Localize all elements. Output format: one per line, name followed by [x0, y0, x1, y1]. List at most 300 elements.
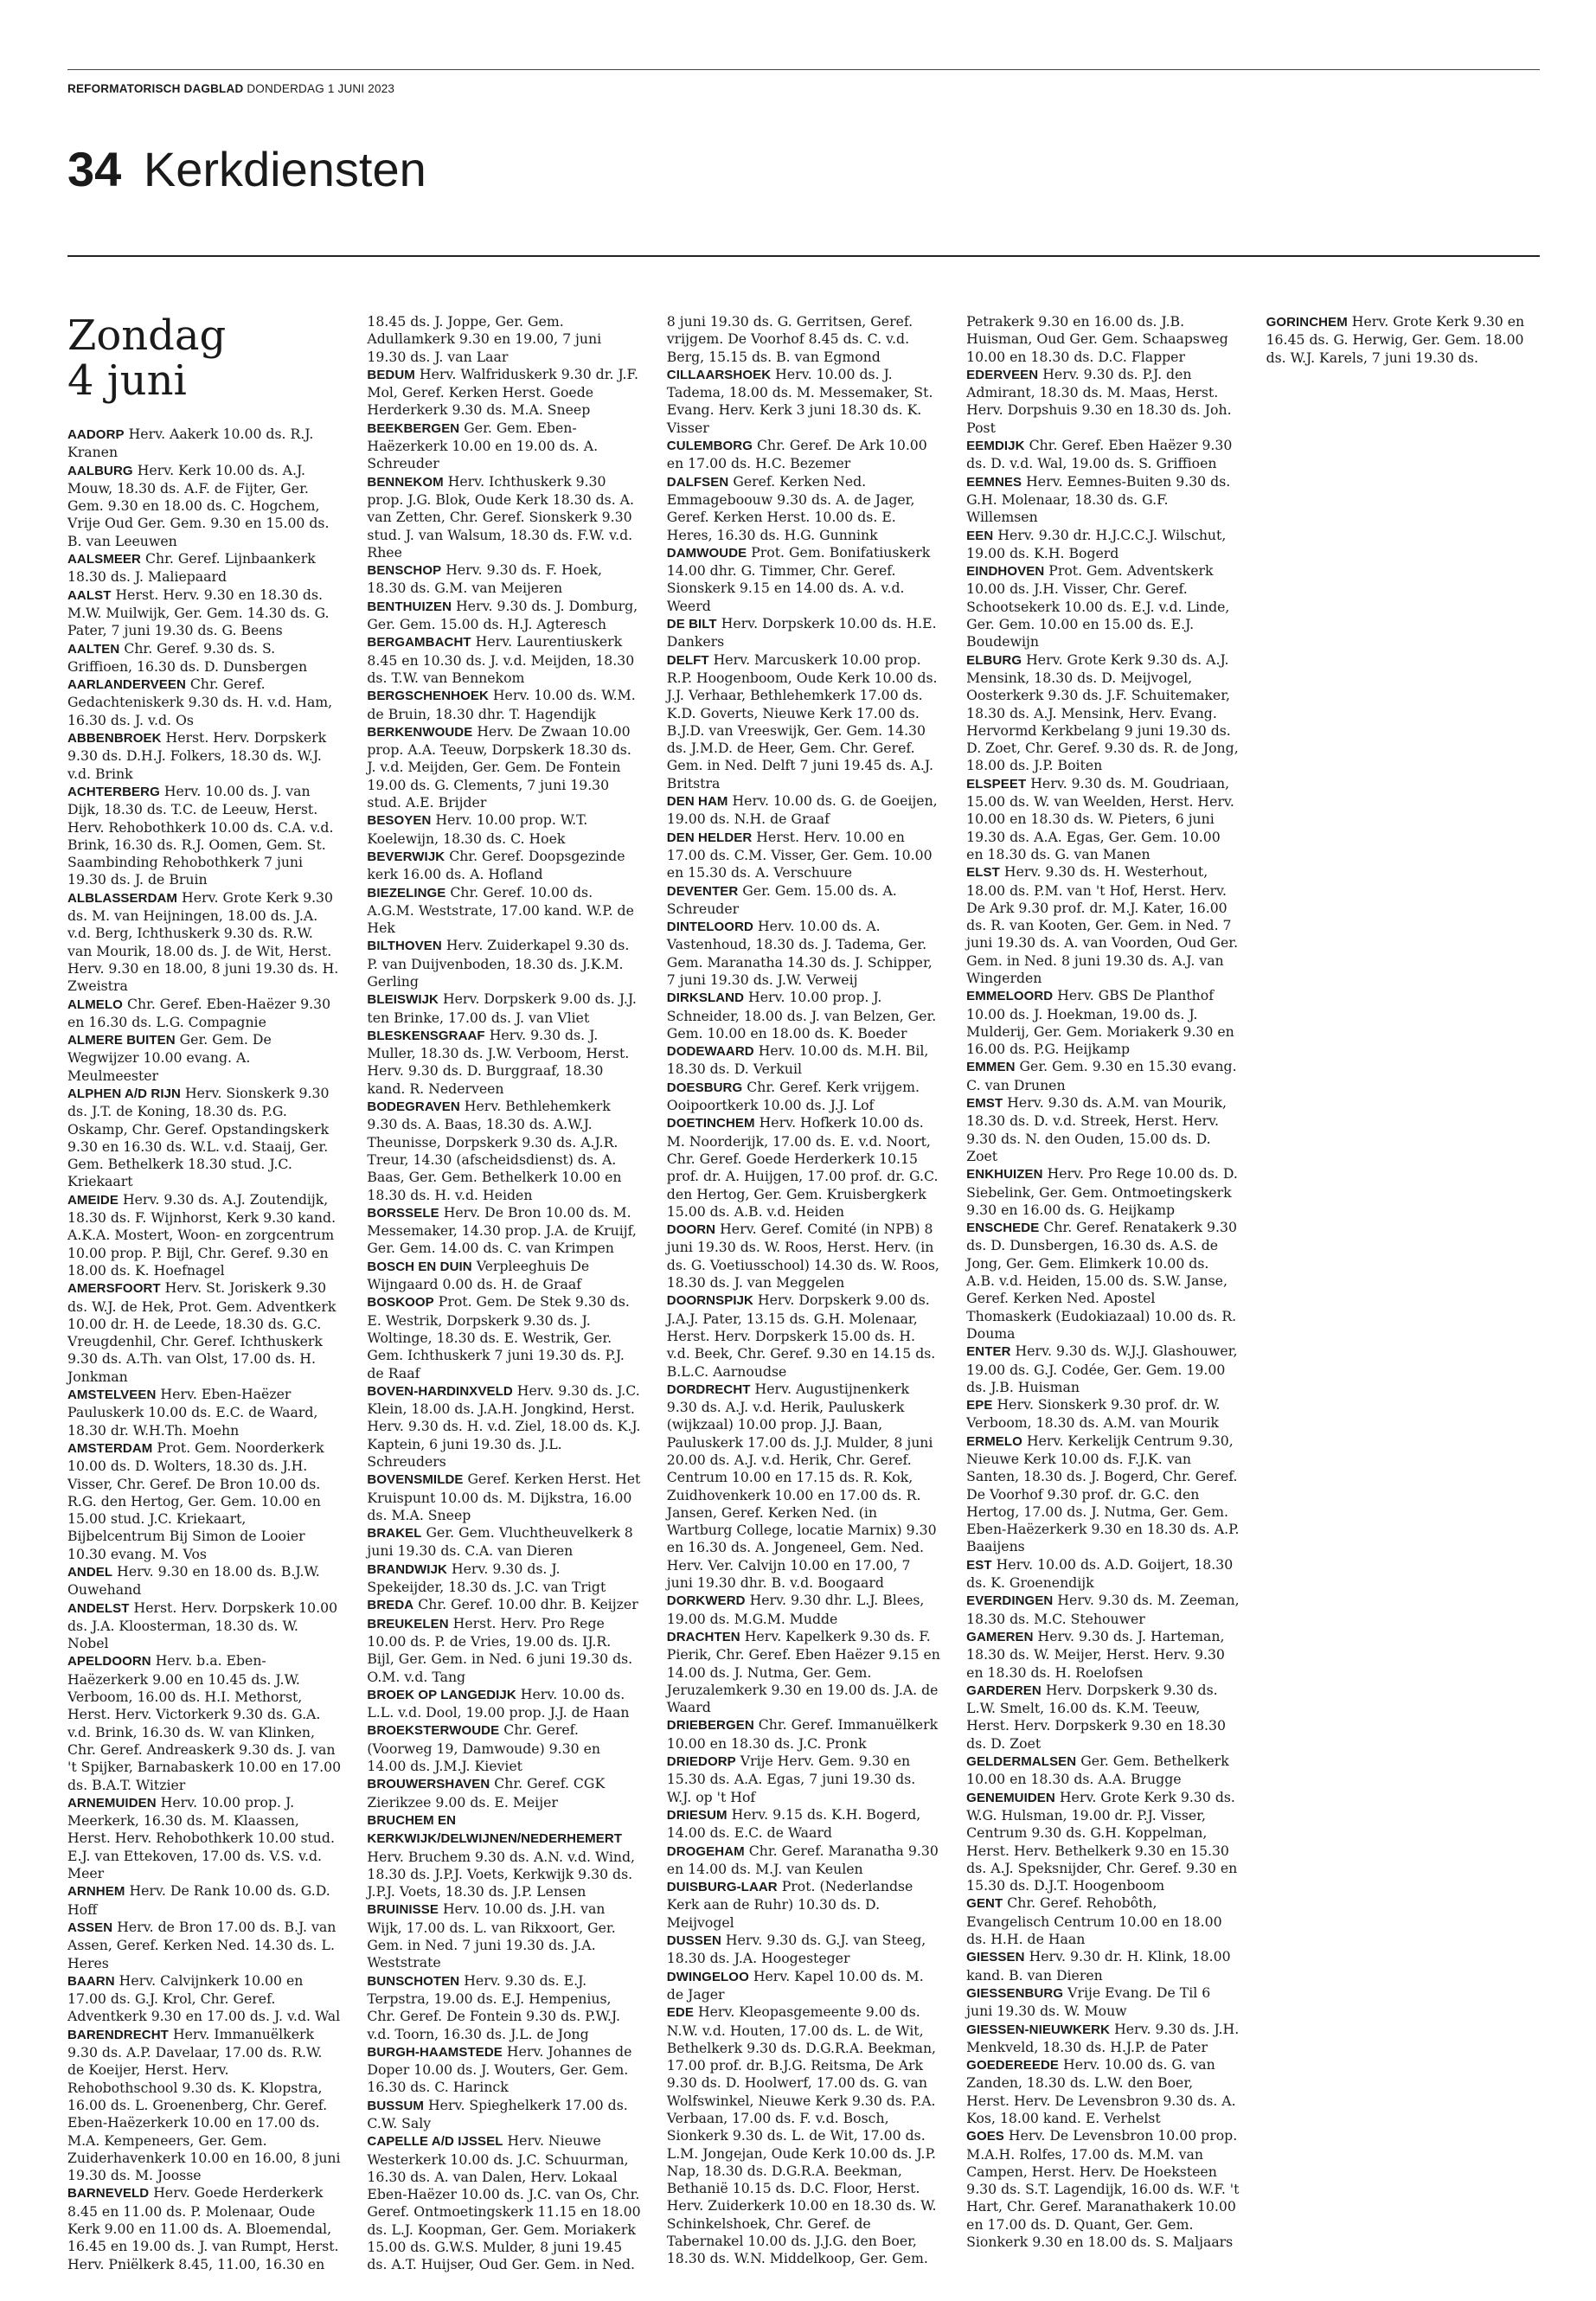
service-details: Herv. Nieuwe Westerkerk 10.00 ds. J.C. Schuurman, 16.30 ds. A. van Dalen, Herv. Lokaal Eben-Haëzer 10.00 ds. J.C. van Os, Chr. Geref. Ontmoetingskerk 11.15 en 18.00 ds. L.J. Koopman, Ger. Gem. Moriakerk 15.00 ds. G.W.S. Mulder, 8 juni 19.45 ds. A.T. Huijser, Oud Ger. Gem. in Ned. 8 juni 19.30 ds. G. Gerritsen, Geref. vrijgem. De Voorhof 8.45 ds. C. v.d. Berg, 15.15 ds. B. van Egmond	[367, 313, 913, 2273]
service-entry	[367, 1775, 640, 1811]
service-entry	[966, 1789, 1240, 1895]
service-details: Herv. Kapel 10.00 ds. M. de Jager	[666, 1967, 924, 2003]
place-name: BOVEN-HARDINXVELD	[367, 1383, 513, 1399]
service-entry	[667, 437, 940, 473]
place-name: BROUWERSHAVEN	[367, 1777, 490, 1792]
service-details: Herv. Hofkerk 10.00 ds. M. Noorderijk, 17.00 ds. E. v.d. Noort, Chr. Geref. Goede Herderkerk 10.15 prof. dr. A. Huijgen, 17.00 prof. dr. G.C. den Hertog, Ger. Gem. Kruisbergkerk 15.00 ds. A.B. v.d. Heiden	[666, 1114, 939, 1220]
place-name: BROEK OP LANGEDIJK	[367, 1687, 516, 1702]
place-name: ARNEMUIDEN	[67, 1795, 157, 1811]
service-details: Chr. Geref. Gedachteniskerk 9.30 ds. H. v.d. Ham, 16.30 ds. J. v.d. Os	[67, 676, 333, 728]
service-entry	[667, 1932, 940, 1968]
service-entry	[667, 1753, 940, 1806]
place-name: BROEKSTERWOUDE	[367, 1723, 500, 1739]
service-details: Chr. Geref. 10.00 ds. A.G.M. Weststrate, 17.00 kand. W.P. de Hek	[367, 883, 634, 937]
service-details: Herst. Herv. Pro Rege 10.00 ds. P. de Vries, 19.00 ds. IJ.R. Bijl, Ger. Gem. in Ned. 6 juni 19.30 ds. O.M. v.d. Tang	[367, 1614, 633, 1685]
place-name: EMST	[966, 1096, 1003, 1112]
masthead	[67, 82, 394, 95]
service-entry	[367, 811, 640, 848]
service-entry	[966, 1433, 1240, 1556]
service-details: Herv. 9.30 ds. M. Goudriaan, 15.00 ds. W. van Weelden, Herst. Herv. 10.00 en 18.30 ds. W. Pieters, 6 juni 19.30 ds. A.A. Egas, Ger. Gem. 10.00 en 18.30 ds. G. van Manen	[966, 774, 1234, 862]
place-name: EVERDINGEN	[966, 1593, 1054, 1609]
service-entry	[667, 1381, 940, 1593]
place-name: BRUCHEM EN KERKWIJK/DELWIJNEN/NEDERHEMERT	[367, 1812, 623, 1847]
service-entry	[966, 775, 1240, 863]
service-details: Prot. Gem. Bonifatiuskerk 14.00 dhr. G. Timmer, Chr. Geref. Sionskerk 9.15 en 14.00 ds. A. v.d. Weerd	[666, 543, 931, 614]
service-entry	[67, 1794, 341, 1882]
place-name: ARNHEM	[67, 1884, 125, 1900]
service-entry	[67, 1279, 341, 1386]
service-details: Herv. 10.00 ds. J. Tadema, 18.00 ds. M. Messemaker, St. Evang. Herv. Kerk 3 juni 18.30 ds. K. Visser	[666, 365, 933, 436]
service-entry	[67, 1085, 341, 1191]
place-name: AMERSFOORT	[67, 1281, 161, 1297]
service-details: Ger. Gem. De Wegwijzer 10.00 evang. A. Meulmeester	[67, 1031, 272, 1084]
place-name: CAPELLE A/D IJSSEL	[367, 2134, 503, 2150]
place-name: BERGSCHENHOEK	[367, 689, 489, 704]
service-entry	[667, 1592, 940, 1628]
place-name: ASSEN	[67, 1920, 113, 1935]
service-details: Geref. Kerken Ned. Emmageboouw 9.30 ds. A. de Jager, Geref. Kerken Herst. 10.00 ds. E. Heres, 16.30 ds. H.G. Gunnink	[666, 472, 915, 543]
place-name: ELST	[966, 865, 1000, 881]
service-details: Herv. 10.00 ds. J. van Dijk, 18.30 ds. T.C. de Leeuw, Herst. Herv. Rehobothkerk 10.00 ds. C.A. v.d. Brink, 16.30 ds. R.J. Oomen, Gem. St. Saambinding Rehobothkerk 7 juni 19.30 ds. J. de Bruin	[67, 782, 334, 888]
service-entry	[966, 1165, 1240, 1219]
service-entry	[667, 473, 940, 544]
service-details: Herv. 9.30 dr. H.J.C.C.J. Wilschut, 19.00 ds. K.H. Bogerd	[966, 526, 1227, 561]
service-entry	[67, 1599, 341, 1653]
place-name: BEEKBERGEN	[367, 420, 460, 436]
service-entry	[667, 651, 940, 792]
service-entry	[367, 1382, 640, 1471]
service-entry	[67, 1882, 341, 1919]
service-details: Herv. 10.00 ds. A.D. Goijert, 18.30 ds. K. Groenendijk	[966, 1555, 1234, 1592]
place-name: APELDOORN	[67, 1654, 151, 1670]
place-name: EPE	[966, 1398, 993, 1413]
service-entry	[367, 366, 640, 420]
service-details: Herv. Dorpskerk 10.00 ds. H.E. Dankers	[666, 615, 937, 651]
place-name: DRIEBERGEN	[666, 1718, 754, 1734]
place-name: ALBLASSERDAM	[67, 890, 178, 906]
place-name: GIESSENBURG	[966, 1985, 1064, 2001]
service-details: Herv. Eben-Haëzer Pauluskerk 10.00 ds. E.C. de Waard, 18.30 dr. W.H.Th. Moehn	[67, 1386, 318, 1439]
service-details: Herv. 10.00 prop. J. Schneider, 18.00 ds. J. van Belzen, Ger. Gem. 10.00 en 18.00 ds. K. Boeder	[666, 989, 937, 1042]
place-name: BRUINISSE	[367, 1902, 439, 1918]
service-details: Herv. 10.00 ds. W.M. de Bruin, 18.30 dhr. T. Hagendijk	[367, 687, 636, 722]
service-entry	[966, 473, 1240, 527]
service-details: Herst. Herv. Dorpskerk 9.30 ds. D.H.J. Folkers, 18.30 ds. W.J. v.d. Brink	[67, 729, 327, 782]
service-entry	[966, 1894, 1240, 1948]
service-entry	[966, 1682, 1240, 1753]
place-name: AALTEN	[67, 641, 120, 657]
service-details: Herst. Herv. 10.00 en 17.00 ds. C.M. Visser, Ger. Gem. 10.00 en 15.30 ds. A. Verschuure	[666, 828, 933, 881]
service-details: Herv. Sionskerk 9.30 prof. dr. W. Verboom, 18.30 ds. A.M. van Mourik	[966, 1396, 1221, 1432]
service-details: Ger. Gem. Bethelkerk 10.00 en 18.30 ds. A.A. Brugge	[966, 1753, 1229, 1788]
service-entry	[67, 1563, 341, 1599]
place-name: BESOYEN	[367, 813, 432, 829]
place-name: BERGAMBACHT	[367, 635, 471, 651]
place-name: EMMELOORD	[966, 989, 1054, 1004]
place-name: BREUKELEN	[367, 1616, 449, 1631]
service-entry	[667, 1079, 940, 1115]
service-details: Chr. Geref. Lijnbaankerk 18.30 ds. J. Maliepaard	[67, 550, 316, 586]
place-name: DUISBURG-LAAR	[666, 1880, 778, 1895]
place-name: AARLANDERVEEN	[67, 677, 186, 693]
service-entry	[667, 1114, 940, 1221]
service-details: Herv. 9.30 ds. M. Zeeman, 18.30 ds. M.C. Stehouwer	[966, 1592, 1240, 1627]
service-details: Herv. b.a. Eben-Haëzerkerk 9.00 en 10.45 ds. J.W. Verboom, 16.00 ds. H.I. Methorst, Herst. Herv. Victorkerk 9.30 ds. G.A. v.d. Brink, 16.30 ds. W. van Klinken, Chr. Geref. Andreaskerk 9.30 ds. J. van 't Spijker, Barnabaskerk 10.00 en 17.00 ds. B.A.T. Witzier	[67, 1652, 342, 1793]
place-name: ELBURG	[966, 652, 1022, 668]
service-details: Prot. Gem. Adventskerk 10.00 ds. J.H. Visser, Chr. Geref. Schootsekerk 10.00 ds. E.J. v.d. Linde, Ger. Gem. 10.00 en 15.00 ds. E.J. Boudewijn	[966, 562, 1230, 651]
service-details: Herv. Aakerk 10.00 ds. R.J. Kranen	[67, 426, 314, 461]
service-entry	[1266, 313, 1540, 367]
service-entry	[367, 2043, 640, 2097]
place-name: AALSMEER	[67, 552, 141, 567]
place-name: DRIEDORP	[666, 1754, 736, 1770]
service-details: Herv. Kerk 10.00 ds. A.J. Mouw, 18.30 ds. A.F. de Fijter, Ger. Gem. 9.30 en 18.00 ds. C. Hogchem, Vrije Oud Ger. Gem. 9.30 en 15.00 ds. B. van Leeuwen	[67, 461, 330, 549]
service-details: Herv. 10.00 prop. J. Meerkerk, 16.30 ds. M. Klaassen, Herst. Herv. Rehobothkerk 10.00 stud. E.J. van Ettekoven, 17.00 ds. V.S. v.d. Meer	[67, 1793, 335, 1882]
service-entry	[667, 1628, 940, 1716]
place-name: AMSTELVEEN	[67, 1388, 157, 1403]
service-details: Herv. 9.30 en 18.00 ds. B.J.W. Ouwehand	[67, 1563, 320, 1599]
place-name: ACHTERBERG	[67, 784, 160, 799]
service-details: Herv. Laurentiuskerk 8.45 en 10.30 ds. J. v.d. Meijden, 18.30 ds. T.W. van Bennekom	[367, 633, 635, 686]
service-details: Herv. 9.30 ds. J. Muller, 18.30 ds. J.W. Verboom, Herst. Herv. 9.30 ds. D. Burggraaf, 18.30 kand. R. Nederveen	[367, 1026, 630, 1097]
service-details: Herv. De Bron 10.00 ds. M. Messemaker, 14.30 prop. J.A. de Kruijf, Ger. Gem. 14.00 ds. C. van Krimpen	[367, 1203, 637, 1257]
service-entry	[367, 633, 640, 687]
place-name: BUSSUM	[367, 2098, 424, 2113]
service-entry	[367, 1258, 640, 1294]
service-entry	[367, 1811, 640, 1900]
service-entry	[67, 640, 341, 676]
service-entry	[67, 1972, 341, 2026]
service-details: Herv. 9.30 ds. J. Harteman, 18.30 ds. W. Meijer, Herst. Herv. 9.30 en 18.30 ds. H. Roelofsen	[966, 1627, 1225, 1681]
service-details: Herv. GBS De Planthof 10.00 ds. J. Hoekman, 19.00 ds. J. Mulderij, Ger. Gem. Moriakerk 9.30 en 16.00 ds. P.G. Heijkamp	[966, 987, 1234, 1058]
service-details: Herv. Zuiderkapel 9.30 ds. P. van Duijvenboden, 18.30 ds. J.K.M. Gerling	[367, 937, 630, 990]
place-name: BOSKOOP	[367, 1295, 434, 1311]
service-details: Vrije Evang. De Til 6 juni 19.30 ds. W. Mouw	[966, 1984, 1211, 2020]
place-name: BRANDWIJK	[367, 1561, 447, 1577]
service-details: Herv. 9.30 ds. A.J. Zoutendijk, 18.30 ds. F. Wijnhorst, Kerk 9.30 kand. A.K.A. Mostert, Woon- en zorgcentrum 10.00 prop. P. Bijl, Chr. Geref. 9.30 en 18.00 ds. K. Hoefnagel	[67, 1190, 337, 1279]
place-name: GARDEREN	[966, 1682, 1042, 1698]
service-entry	[667, 544, 940, 615]
service-details: Chr. Geref. Doopsgezinde kerk 16.00 ds. A. Hofland	[367, 847, 625, 883]
service-entry	[667, 1968, 940, 2004]
service-entry	[367, 1471, 640, 1524]
service-details: Herv. 10.00 prop. W.T. Koelewijn, 18.30 ds. C. Hoek	[367, 811, 588, 847]
service-details: Herv. Immanuëlkerk 9.30 ds. A.P. Davelaar, 17.00 ds. R.W. de Koeijer, Herst. Herv. Rehobothschool 9.30 ds. K. Klopstra, 16.00 ds. L. Groenenberg, Chr. Geref. Eben-Haëzerkerk 10.00 en 17.00 ds. M.A. Kempeneers, Ger. Gem. Zuiderhavenkerk 10.00 en 16.00, 8 juni 19.30 ds. M. Joosse	[67, 2025, 341, 2184]
place-name: AMSTERDAM	[67, 1440, 153, 1456]
service-details: Herv. 9.30 ds. G.J. van Steeg, 18.30 ds. J.A. Hoogesteger	[666, 1932, 926, 1967]
publication-date: DONDERDAG 1 JUNI 2023	[247, 82, 395, 95]
service-details: Herv. de Bron 17.00 ds. B.J. van Assen, Geref. Kerken Ned. 14.30 ds. L. Heres	[67, 1918, 337, 1971]
place-name: DALFSEN	[666, 474, 729, 490]
place-name: ERMELO	[966, 1433, 1022, 1449]
place-name: BIEZELINGE	[367, 885, 446, 901]
place-name: CILLAARSHOEK	[666, 367, 772, 382]
service-details: Herv. Grote Kerk 9.30 ds. M. van Heijningen, 18.00 ds. J.A. v.d. Berg, Ichthuskerk 9.30 ds. R.W. van Mourik, 18.00 ds. J. de Wit, Herst. Herv. 9.30 en 18.00, 8 juni 19.30 ds. H. Zweistra	[67, 888, 339, 995]
service-details: Chr. Geref. Immanuëlkerk 10.00 en 18.30 ds. J.C. Pronk	[666, 1716, 939, 1752]
place-name: BORSSELE	[367, 1205, 439, 1221]
place-name: GELDERMALSEN	[966, 1754, 1077, 1770]
place-name: ENSCHEDE	[966, 1221, 1040, 1236]
service-details: Herv. 10.00 ds. G. van Zanden, 18.30 ds. L.W. den Boer, Herst. Herv. De Levensbron 9.30 ds. A. Kos, 18.00 kand. E. Verhelst	[966, 2056, 1236, 2126]
service-entry	[966, 1628, 1240, 1682]
service-details: Herv. 9.30 dhr. L.J. Blees, 19.00 ds. M.G.M. Mudde	[666, 1592, 925, 1627]
place-name: BLEISWIJK	[367, 992, 439, 1008]
page-title: Kerkdiensten	[143, 142, 426, 196]
place-name: EEMNES	[966, 474, 1022, 490]
service-entry	[966, 1058, 1240, 1094]
place-name: EINDHOVEN	[966, 564, 1045, 580]
service-details: Herv. Ichthuskerk 9.30 prop. J.G. Blok, Oude Kerk 18.30 ds. A. van Zetten, Chr. Geref. Sionskerk 9.30 stud. J. van Walsum, 18.30 ds. F.W. v.d. Rhee	[367, 472, 634, 561]
service-entry	[966, 2021, 1240, 2057]
place-name: DELFT	[666, 652, 709, 668]
service-entry	[367, 1972, 640, 2043]
service-details: Herv. Johannes de Doper 10.00 ds. J. Wouters, Ger. Gem. 16.30 ds. C. Harinck	[367, 2042, 632, 2096]
service-details: Herv. 9.15 ds. K.H. Bogerd, 14.00 ds. E.C. de Waard	[666, 1805, 921, 1842]
service-details: Herv. Dorpskerk 9.00 ds. J.J. ten Brinke, 17.00 ds. J. van Vliet	[367, 990, 637, 1026]
service-details: Herv. Bruchem 9.30 ds. A.N. v.d. Wind, 18.30 ds. J.P.J. Voets, Kerkwijk 9.30 ds. J.P.J. Voets, 18.30 ds. J.P. Lensen	[367, 1848, 635, 1900]
place-name: ABBENBROEK	[67, 731, 162, 747]
place-name: BARENDRECHT	[67, 2027, 169, 2042]
service-entry	[966, 2127, 1240, 2251]
place-name: BREDA	[367, 1598, 414, 1613]
place-name: BUNSCHOTEN	[367, 1973, 460, 1989]
service-details: Chr. Geref. (Voorweg 19, Damwoude) 9.30 en 14.00 ds. J.M.J. Kieviet	[367, 1721, 600, 1775]
service-entry	[67, 1439, 341, 1563]
service-details: Herv. 9.30 ds. P.J. den Admirant, 18.30 ds. M. Maas, Herst. Herv. Dorpshuis 9.30 en 18.30 ds. Joh. Post	[966, 365, 1232, 436]
service-details: Herv. Kapelkerk 9.30 ds. F. Pierik, Chr. Geref. Eben Haëzer 9.15 en 14.00 ds. J. Nutma, Ger. Gem. Jeruzalemkerk 9.30 en 19.00 ds. J.A. de Waard	[666, 1627, 940, 1716]
place-name: BLESKENSGRAAF	[367, 1028, 485, 1043]
place-name: DOORNSPIJK	[666, 1293, 753, 1309]
place-name: BEDUM	[367, 367, 415, 382]
service-entry	[367, 937, 640, 990]
section-title	[67, 142, 426, 196]
service-details: Herv. Dorpskerk 9.00 ds. J.A.J. Pater, 13.15 ds. G.H. Molenaar, Herst. Herv. Dorpskerk 15.00 ds. H. v.d. Beek, Chr. Geref. 9.30 en 14.15 ds. B.L.C. Aarnoudse	[666, 1292, 936, 1380]
service-details: Herv. De Levensbron 10.00 prop. M.A.H. Rolfes, 17.00 ds. M.M. van Campen, Herst. Herv. De Hoeksteen 9.30 ds. S.T. Lagendijk, 16.00 ds. W.F. 't Hart, Chr. Geref. Maranathakerk 10.00 en 17.00 ds. D. Quant, Ger. Gem. Sionkerk 9.30 en 18.00 ds. S. Maljaars	[966, 2127, 1240, 2251]
service-entry	[367, 1204, 640, 1258]
place-name: CULEMBORG	[666, 439, 753, 454]
service-entry	[367, 1900, 640, 1971]
service-details: Chr. Geref. Maranatha 9.30 en 14.00 ds. M.J. van Keulen	[666, 1842, 939, 1877]
place-name: ALMELO	[67, 997, 123, 1012]
service-entry	[966, 2056, 1240, 2127]
place-name: BILTHOVEN	[367, 939, 442, 954]
service-details: Herv. Kerkelijk Centrum 9.30, Nieuwe Kerk 10.00 ds. F.J.K. van Santen, 18.30 ds. J. Bogerd, Chr. Geref. De Voorhof 9.30 prof. dr. G.C. den Hertog, 17.00 ds. J. Nutma, Ger. Gem. Eben-Haëzerkerk 9.30 en 18.30 ds. A.P. Baaijens	[966, 1432, 1240, 1555]
service-entry	[367, 723, 640, 811]
service-listing	[67, 313, 1540, 2277]
service-details: Herv. Pro Rege 10.00 ds. D. Siebelink, Ger. Gem. Ontmoetingskerk 9.30 en 16.00 ds. G. Heijkamp	[966, 1165, 1238, 1218]
service-details: Herst. Herv. 9.30 en 18.30 ds. M.W. Muilwijk, Ger. Gem. 14.30 ds. G. Pater, 7 juni 19.30 ds. G. Beens	[67, 586, 330, 639]
service-details: Chr. Geref. Kerk vrijgem. Ooipoortkerk 10.00 ds. J.J. Lof	[666, 1078, 920, 1114]
service-entry	[67, 729, 341, 783]
place-name: DODEWAARD	[666, 1044, 754, 1060]
service-entry	[367, 1293, 640, 1381]
service-details: Herv. Walfriduskerk 9.30 dr. J.F. Mol, Geref. Kerken Herst. Goede Herderkerk 9.30 ds. M.A. Sneep	[367, 365, 638, 419]
place-name: DEN HELDER	[666, 830, 753, 845]
service-details: Prot. (Nederlandse Kerk aan de Ruhr) 10.30 ds. D. Meijvogel	[666, 1878, 913, 1931]
service-entry	[667, 1292, 940, 1380]
service-entry	[67, 1652, 341, 1793]
service-entry	[367, 990, 640, 1027]
service-details: Herv. Kleopasgemeente 9.00 ds. N.W. v.d. Houten, 17.00 ds. L. de Wit, Bethelkerk 9.30 ds. D.G.R.A. Beekman, 17.00 prof. dr. B.J.G. Reitsma, De Ark 9.30 ds. D. Hoolwerf, 17.00 ds. G. van Wolfswinkel, Nieuwe Kerk 9.30 ds. P.A. Verbaan, 17.00 ds. F. v.d. Bosch, Sionkerk 9.30 ds. L. de Wit, 17.00 ds. L.M. Jongejan, Oude Kerk 10.00 ds. J.P. Nap, 18.30 ds. D.G.R.A. Beekman, Bethanië 10.15 ds. D.C. Floor, Herst. Herv. Zuiderkerk 10.00 en 18.30 ds. W. Schinkelshoek, Chr. Geref. de Tabernakel 10.00 ds. J.J.G. den Boer, 18.30 ds. W.N. Middelkoop, Ger. Gem. Petrakerk 9.30 en 16.00 ds. J.B. Huisman, Oud Ger. Gem. Schaapsweg 10.00 en 18.30 ds. D.C. Flapper	[666, 313, 1228, 2267]
page-number: 34	[67, 142, 122, 196]
place-name: ENTER	[966, 1344, 1011, 1360]
service-entry	[67, 889, 341, 996]
service-details: Ger. Gem. Eben-Haëzerkerk 10.00 en 19.00 ds. A. Schreuder	[367, 419, 599, 472]
service-details: Herv. Calvijnkerk 10.00 en 17.00 ds. G.J. Krol, Chr. Geref. Adventkerk 9.30 en 17.00 ds. J. v.d. Wal	[67, 1971, 341, 2025]
place-name: BEVERWIJK	[367, 849, 445, 864]
service-entry	[667, 882, 940, 919]
place-name: DORDRECHT	[666, 1381, 751, 1397]
place-name: DUSSEN	[666, 1933, 721, 1949]
place-name: EEN	[966, 528, 994, 543]
place-name: BENSCHOP	[367, 563, 442, 579]
service-entry	[966, 1984, 1240, 2021]
place-name: BARNEVELD	[67, 2186, 150, 2202]
place-name: BERKENWOUDE	[367, 724, 473, 740]
place-name: EDE	[666, 2005, 694, 2021]
place-name: GIESSEN	[966, 1950, 1025, 1965]
service-details: Verpleeghuis De Wijngaard 0.00 ds. H. de Graaf	[367, 1257, 590, 1293]
service-entry	[67, 1031, 341, 1085]
service-details: Herv. 9.30 ds. J. Spekeijder, 18.30 ds. J.C. van Trigt	[367, 1560, 606, 1596]
service-entry	[667, 792, 940, 829]
service-details: Herv. 9.30 ds. W.J.J. Glashouwer, 19.00 ds. G.J. Codée, Ger. Gem. 19.00 ds. J.B. Huisman	[966, 1343, 1238, 1395]
service-details: Herv. Spieghelkerk 17.00 ds. C.W. Saly	[367, 2096, 628, 2131]
service-entry	[667, 1806, 940, 1843]
service-entry	[367, 2097, 640, 2133]
place-name: DE BILT	[666, 617, 717, 632]
day-date: 4 juni	[67, 356, 187, 405]
service-entry	[67, 462, 341, 550]
service-details: Herv. Eemnes-Buiten 9.30 ds. G.H. Molenaar, 18.30 ds. G.F. Willemsen	[966, 472, 1231, 526]
place-name: BODEGRAVEN	[367, 1099, 460, 1115]
place-name: AALST	[67, 587, 112, 603]
place-name: DOESBURG	[666, 1080, 743, 1095]
service-entry	[67, 1191, 341, 1279]
service-details: Prot. Gem. De Stek 9.30 ds. E. Westrik, Dorpskerk 9.30 ds. J. Woltinge, 18.30 ds. E. Westrik, Ger. Gem. Ichthuskerk 7 juni 19.30 ds. P.J. de Raaf	[367, 1293, 630, 1381]
service-entry	[667, 1042, 940, 1079]
service-entry	[966, 863, 1240, 987]
service-entry	[367, 1561, 640, 1597]
service-entry	[67, 1386, 341, 1439]
service-entry	[966, 1556, 1240, 1593]
service-entry	[367, 884, 640, 938]
service-entry	[367, 1524, 640, 1561]
service-entry	[367, 1098, 640, 1204]
place-name: GAMEREN	[966, 1629, 1034, 1644]
service-entry	[966, 1948, 1240, 1984]
service-details: Chr. Geref. CGK Zierikzee 9.00 ds. E. Meijer	[367, 1775, 606, 1811]
service-entry	[367, 848, 640, 884]
service-details: Herst. Herv. Dorpskerk 10.00 ds. J.A. Kloosterman, 18.30 ds. W. Nobel	[67, 1599, 338, 1652]
service-entry	[966, 366, 1240, 437]
service-details: Chr. Geref. 10.00 dhr. B. Keijzer	[418, 1596, 638, 1613]
place-name: DEVENTER	[666, 883, 739, 899]
service-entry	[67, 586, 341, 640]
place-name: BENTHUIZEN	[367, 599, 452, 614]
place-name: DROGEHAM	[666, 1843, 745, 1859]
service-details: Chr. Geref. De Ark 10.00 en 17.00 ds. H.C. Bezemer	[666, 437, 927, 472]
service-entry	[67, 1919, 341, 1972]
service-entry	[367, 473, 640, 561]
place-name: DORKWERD	[666, 1593, 746, 1609]
service-entry	[67, 783, 341, 889]
service-details: Herv. De Zwaan 10.00 prop. A.A. Teeuw, Dorpskerk 18.30 ds. J. v.d. Meijden, Ger. Gem. De Fontein 19.00 ds. G. Clements, 7 juni 19.30 stud. A.E. Brijder	[367, 722, 631, 811]
service-details: Vrije Herv. Gem. 9.30 en 15.30 ds. A.A. Egas, 7 juni 19.30 ds. W.J. op 't Hof	[666, 1753, 916, 1805]
service-entry	[67, 996, 341, 1032]
newspaper-name: REFORMATORISCH DAGBLAD	[67, 82, 244, 95]
place-name: GENT	[966, 1896, 1003, 1912]
service-entry	[966, 562, 1240, 651]
day-weekday: Zondag	[67, 311, 227, 360]
service-entry	[966, 1592, 1240, 1628]
place-name: GORINCHEM	[1266, 315, 1348, 330]
place-name: DRIESUM	[666, 1807, 727, 1823]
place-name: BOSCH EN DUIN	[367, 1259, 472, 1274]
service-details: Herv. 10.00 ds. L.L. v.d. Dool, 19.00 prop. J.J. de Haan	[367, 1685, 630, 1721]
service-details: Herv. De Rank 10.00 ds. G.D. Hoff	[67, 1882, 330, 1918]
service-details: Ger. Gem. Vluchtheuvelkerk 8 juni 19.30 ds. C.A. van Dieren	[367, 1524, 633, 1560]
service-details: Herv. 9.30 ds. F. Hoek, 18.30 ds. G.M. van Meijeren	[367, 561, 602, 597]
place-name: DOETINCHEM	[666, 1116, 755, 1131]
church-services-columns	[67, 313, 1540, 2277]
service-entry	[966, 987, 1240, 1058]
service-details: Herv. 9.30 ds. A.M. van Mourik, 18.30 ds. D. v.d. Streek, Herst. Herv. 9.30 ds. N. den Ouden, 15.00 ds. D. Zoet	[966, 1094, 1227, 1164]
service-details: Chr. Geref. Eben-Haëzer 9.30 en 16.30 ds. L.G. Compagnie	[67, 995, 331, 1030]
place-name: EST	[966, 1557, 992, 1573]
service-details: Herv. St. Joriskerk 9.30 ds. W.J. de Hek, Prot. Gem. Adventkerk 10.00 dr. H. de Leede, 18.30 ds. G.C. Vreugdenhil, Chr. Geref. Ichthuskerk 9.30 ds. A.Th. van Olst, 17.00 ds. H. Jonkman	[67, 1279, 337, 1385]
place-name: ENKHUIZEN	[966, 1167, 1043, 1183]
day-heading	[67, 313, 341, 403]
place-name: ELSPEET	[966, 776, 1027, 792]
service-details: Herv. 9.30 ds. J.H. Menkveld, 18.30 ds. H.J.P. de Pater	[966, 2020, 1240, 2055]
service-entry	[67, 550, 341, 586]
service-entry	[966, 1753, 1240, 1789]
service-details: Herv. 10.00 ds. J.H. van Wijk, 17.00 ds. L. van Rikxoort, Ger. Gem. in Ned. 7 juni 19.30 ds. J.A. Weststrate	[367, 1900, 616, 1971]
service-entry	[367, 1615, 640, 1686]
service-details: Herv. Bethlehemkerk 9.30 ds. A. Baas, 18.30 ds. A.W.J. Theunisse, Dorpskerk 9.30 ds. A.J.R. Treur, 14.30 (afscheidsdienst) ds. A. Baas, Ger. Gem. Bethelkerk 10.00 en 18.30 ds. H. v.d. Heiden	[367, 1098, 622, 1203]
service-details: Ger. Gem. 9.30 en 15.30 evang. C. van Drunen	[966, 1058, 1237, 1093]
service-details: Herv. 9.30 ds. E.J. Terpstra, 19.00 ds. E.J. Hempenius, Chr. Geref. De Fontein 9.30 ds. P.W.J. v.d. Toorn, 16.30 ds. J.L. de Jong	[367, 1971, 620, 2042]
service-entry	[966, 437, 1240, 473]
place-name: EDERVEEN	[966, 367, 1039, 382]
service-details: Herv. 10.00 ds. M.H. Bil, 18.30 ds. D. Verkuil	[666, 1042, 929, 1078]
service-details: Chr. Geref. Renatakerk 9.30 ds. D. Dunsbergen, 16.30 ds. A.S. de Jong, Ger. Gem. Elimkerk 10.00 ds. A.B. v.d. Heiden, 15.00 ds. S.W. Janse, Geref. Kerken Ned. Apostel Thomaskerk (Eudokiazaal) 10.00 ds. R. Douma	[966, 1219, 1237, 1342]
service-details: Herv. 10.00 ds. G. de Goeijen, 19.00 ds. N.H. de Graaf	[666, 792, 938, 828]
service-entry	[966, 1219, 1240, 1343]
service-entry	[67, 2026, 341, 2185]
service-details: Herv. Goede Herderkerk 8.45 en 11.00 ds. P. Molenaar, Oude Kerk 9.00 en 11.00 ds. A. Bloemendal, 16.45 en 19.00 ds. J. van Rumpt, Herst. Herv. Pniëlkerk 8.45, 11.00, 16.30 en 18.45 ds. J. Joppe, Ger. Gem. Adullamkerk 9.30 en 19.00, 7 juni 19.30 ds. J. van Laar	[67, 313, 602, 2272]
service-entry	[667, 918, 940, 989]
service-details: Ger. Gem. 15.00 ds. A. Schreuder	[666, 881, 897, 917]
place-name: DWINGELOO	[666, 1969, 749, 1984]
service-details: Chr. Geref. 9.30 ds. S. Griffioen, 16.30 ds. D. Dunsbergen	[67, 639, 308, 675]
service-entry	[966, 651, 1240, 775]
service-entry	[367, 687, 640, 723]
place-name: GIESSEN-NIEUWKERK	[966, 2022, 1111, 2037]
place-name: GOEDEREEDE	[966, 2058, 1060, 2073]
service-entry	[966, 1094, 1240, 1165]
service-details: Herv. Geref. Comité (in NPB) 8 juni 19.30 ds. W. Roos, Herst. Herv. (in ds. G. Voetiusschool) 14.30 ds. W. Roos, 18.30 ds. J. van Meggelen	[666, 1221, 939, 1292]
place-name: DOORN	[666, 1222, 716, 1238]
place-name: ANDEL	[67, 1565, 113, 1580]
service-entry	[667, 615, 940, 651]
service-details: Herv. Grote Kerk 9.30 en 16.45 ds. G. Herwig, Ger. Gem. 18.00 ds. W.J. Karels, 7 juni 19.30 ds.	[1266, 313, 1525, 366]
service-entry	[966, 527, 1240, 563]
place-name: ANDELST	[67, 1600, 130, 1616]
service-details: Herv. 9.30 dr. H. Klink, 18.00 kand. B. van Dieren	[966, 1948, 1231, 1984]
service-entry	[67, 426, 341, 462]
